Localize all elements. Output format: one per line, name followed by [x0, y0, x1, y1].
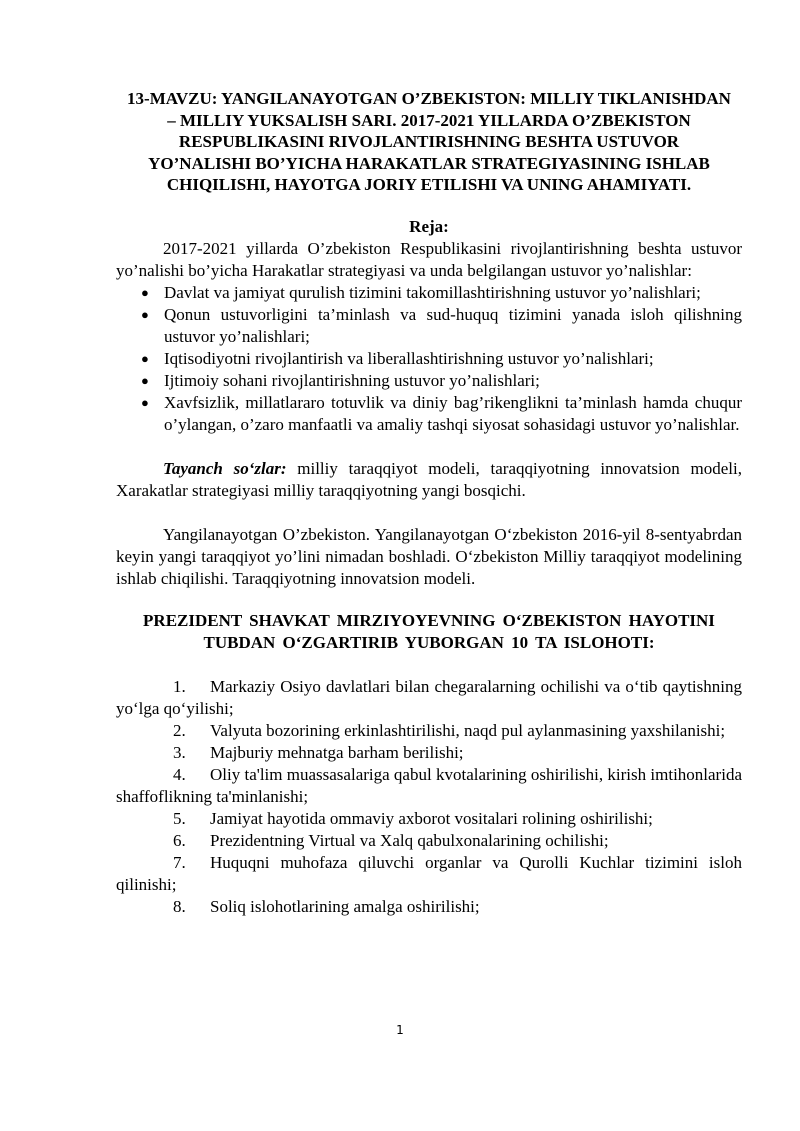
- keywords-paragraph: [116, 458, 742, 502]
- reform-number: 3.: [173, 742, 186, 762]
- keywords-text: milliy taraqqiyot modeli, taraqqiyotning innovatsion modeli, Xarakatlar strategiyasi milliy taraqqiyotning yangi bosqichi.: [116, 458, 742, 500]
- plan-item: [116, 304, 742, 348]
- plan-item: [116, 348, 742, 370]
- bullet-icon: ●: [141, 350, 149, 366]
- plan-item: [116, 392, 742, 436]
- keywords-label: Tayanch so‘zlar:: [163, 458, 287, 478]
- reform-text: Jamiyat hayotida ommaviy axborot vositalari rolining oshirilishi;: [210, 808, 653, 828]
- reform-text: Soliq islohotlarining amalga oshirilishi;: [210, 896, 480, 916]
- plan-item-text: Xavfsizlik, millatlararo totuvlik va diniy bag’rikenglikni ta’minlash hamda chuqur o’ylangan, o’zaro manfaatli va amaliy tashqi siyosat sohasidagi ustuvor yo’nalishlar.: [164, 392, 742, 434]
- bullet-icon: ●: [141, 284, 149, 300]
- bullet-icon: ●: [141, 372, 149, 388]
- reform-number: 2.: [173, 720, 186, 740]
- reform-item: [116, 830, 742, 852]
- page-number: 1: [396, 1023, 404, 1037]
- reform-number: 1.: [173, 676, 186, 696]
- plan-item-text: Iqtisodiyotni rivojlantirish va liberallashtirishning ustuvor yo’nalishlari;: [164, 348, 654, 368]
- plan-intro: 2017-2021 yillarda O’zbekiston Respublikasini rivojlantirishning beshta ustuvor yo’nalishi bo’yicha Harakatlar strategiyasi va unda belgilangan ustuvor yo’nalishlar:: [116, 238, 742, 280]
- document-title: 13-MAVZU: YANGILANAYOTGAN O’ZBEKISTON: MILLIY TIKLANISHDAN – MILLIY YUKSALISH SARI. 2017-2021 YILLARDA O’ZBEKISTON RESPUBLIKASINI RIVOJLANTIRISHNING BESHTA USTUVOR YO’NALISHI BO’YICHA HARAKATLAR STRATEGIYASINING ISHLAB CHIQILISHI, HAYOTGA JORIY ETILISHI VA UNING AHAMIYATI.: [127, 89, 731, 194]
- plan-item-text: Ijtimoiy sohani rivojlantirishning ustuvor yo’nalishlari;: [164, 370, 540, 390]
- bullet-icon: ●: [141, 394, 149, 410]
- plan-item-text: Davlat va jamiyat qurulish tizimini takomillashtirishning ustuvor yo’nalishlari;: [164, 282, 701, 302]
- reform-number: 4.: [173, 764, 186, 784]
- plan-item: [116, 370, 742, 392]
- reform-item: [116, 852, 742, 896]
- reform-item: [116, 742, 742, 764]
- reform-text: Prezidentning Virtual va Xalq qabulxonalarining ochilishi;: [210, 830, 609, 850]
- reform-number: 6.: [173, 830, 186, 850]
- reform-item: [116, 676, 742, 720]
- reform-number: 7.: [173, 852, 186, 872]
- intro-paragraph: Yangilanayotgan O’zbekiston. Yangilanayotgan O‘zbekiston 2016-yil 8-sentyabrdan keyin yangi taraqqiyot yo’lini nimadan boshladi. O‘zbekiston Milliy taraqqiyot modelining ishlab chiqilishi. Taraqqiyotning innovatsion modeli.: [116, 524, 742, 588]
- reform-number: 8.: [173, 896, 186, 916]
- plan-list: [116, 282, 742, 436]
- plan-item-text: Qonun ustuvorligini ta’minlash va sud-huquq tizimini yanada isloh qilishning ustuvor yo’nalishlari;: [164, 304, 742, 346]
- reform-item: [116, 720, 742, 742]
- plan-heading: Reja:: [409, 216, 449, 236]
- reform-number: 5.: [173, 808, 186, 828]
- reform-text: Huquqni muhofaza qiluvchi organlar va Qurolli Kuchlar tizimini isloh qilinishi;: [116, 852, 742, 894]
- reform-text: Valyuta bozorining erkinlashtirilishi, naqd pul aylanmasining yaxshilanishi;: [210, 720, 726, 740]
- reform-item: [116, 896, 742, 918]
- page-content: [116, 88, 742, 918]
- reforms-list: [116, 676, 742, 918]
- reform-text: Majburiy mehnatga barham berilishi;: [210, 742, 464, 762]
- plan-item: [116, 282, 742, 304]
- reform-text: Oliy ta'lim muassasalariga qabul kvotalarining oshirilishi, kirish imtihonlarida shaffoflikning ta'minlanishi;: [116, 764, 742, 806]
- reform-text: Markaziy Osiyo davlatlari bilan chegaralarning ochilishi va o‘tib qaytishning yo‘lga qo‘yilishi;: [116, 676, 742, 718]
- bullet-icon: ●: [141, 306, 149, 322]
- reforms-heading: PREZIDENT SHAVKAT MIRZIYOYEVNING O‘ZBEKISTON HAYOTINI TUBDAN O‘ZGARTIRIB YUBORGAN 10 TA ISLOHOTI:: [143, 610, 715, 652]
- reform-item: [116, 808, 742, 830]
- reform-item: [116, 764, 742, 808]
